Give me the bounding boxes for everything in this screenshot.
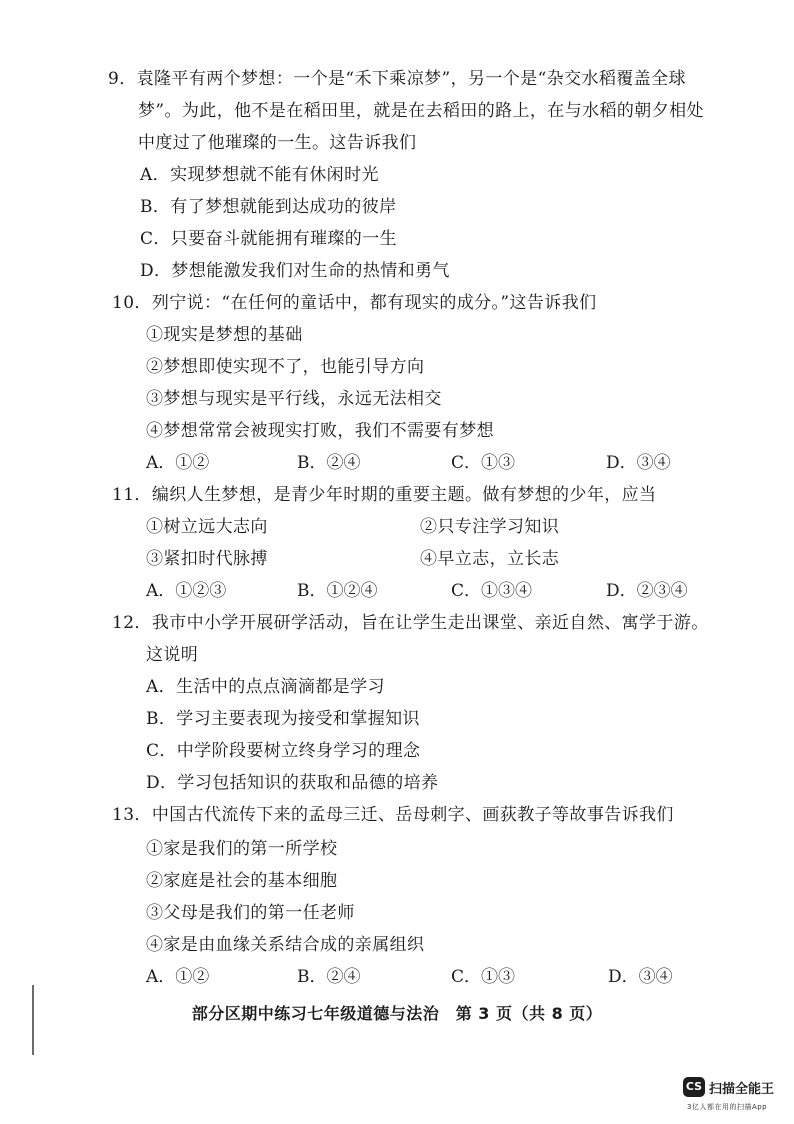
q11-item-3: ③紧扣时代脉搏 (146, 549, 268, 569)
q12-option-b: B．学习主要表现为接受和掌握知识 (146, 709, 420, 729)
q10-option-b: B．②④ (297, 453, 361, 473)
q9-option-d: D．梦想能激发我们对生命的热情和勇气 (140, 261, 450, 281)
q10-item-1: ①现实是梦想的基础 (146, 325, 303, 345)
q9-option-c: C．只要奋斗就能拥有璀璨的一生 (140, 229, 398, 249)
q11-item-1: ①树立远大志向 (146, 517, 268, 537)
q13-item-1: ①家是我们的第一所学校 (146, 839, 338, 859)
q9-option-a: A．实现梦想就不能有休闲时光 (140, 165, 379, 185)
q11-option-b: B．①②④ (297, 581, 378, 601)
q13-option-b: B．②④ (297, 967, 361, 987)
q12-stem-line-2: 这说明 (146, 645, 199, 665)
scanner-logo-tagline: 3亿人都在用的扫描App (687, 1103, 768, 1111)
q11-item-2: ②只专注学习知识 (420, 517, 560, 537)
q11-item-4: ④早立志，立长志 (420, 549, 560, 569)
q12-stem-line-1: 12．我市中小学开展研学活动，旨在让学生走出课堂、亲近自然、寓学于游。 (112, 613, 709, 633)
q13-option-a: A．①② (146, 967, 210, 987)
q10-item-4: ④梦想常常会被现实打败，我们不需要有梦想 (146, 421, 494, 441)
q11-option-d: D．②③④ (606, 581, 688, 601)
cs-logo-icon: CS (683, 1077, 705, 1097)
q11-option-c: C．①③④ (451, 581, 533, 601)
q13-stem: 13．中国古代流传下来的孟母三迁、岳母刺字、画荻教子等故事告诉我们 (112, 805, 674, 825)
q12-option-a: A．生活中的点点滴滴都是学习 (146, 677, 385, 697)
q11-option-a: A．①②③ (146, 581, 227, 601)
q9-stem-line-1: 9．袁隆平有两个梦想：一个是“禾下乘凉梦”，另一个是“杂交水稻覆盖全球 (108, 69, 686, 89)
scan-edge-mark (32, 985, 34, 1055)
q10-option-d: D．③④ (606, 453, 671, 473)
q9-stem-line-3: 中度过了他璀璨的一生。这告诉我们 (138, 133, 417, 153)
q13-option-d: D．③④ (608, 967, 673, 987)
q11-stem: 11．编织人生梦想，是青少年时期的重要主题。做有梦想的少年，应当 (112, 485, 657, 505)
q10-stem: 10．列宁说：“在任何的童话中，都有现实的成分。”这告诉我们 (112, 293, 597, 313)
q12-option-d: D．学习包括知识的获取和品德的培养 (146, 773, 439, 793)
q13-item-4: ④家是由血缘关系结合成的亲属组织 (146, 935, 425, 955)
scanner-logo-name: 扫描全能王 (709, 1082, 775, 1097)
q10-option-a: A．①② (146, 453, 210, 473)
scanner-logo (683, 1077, 793, 1122)
q13-option-c: C．①③ (451, 967, 516, 987)
q9-stem-line-2: 梦”。为此，他不是在稻田里，就是在去稻田的路上，在与水稻的朝夕相处 (138, 101, 704, 121)
q9-option-b: B．有了梦想就能到达成功的彼岸 (140, 197, 397, 217)
q10-item-3: ③梦想与现实是平行线，永远无法相交 (146, 389, 442, 409)
q12-option-c: C．中学阶段要树立终身学习的理念 (146, 741, 421, 761)
q10-item-2: ②梦想即使实现不了，也能引导方向 (146, 357, 425, 377)
q13-item-2: ②家庭是社会的基本细胞 (146, 871, 338, 891)
page-footer: 部分区期中练习七年级道德与法治 第 3 页（共 8 页） (191, 1004, 603, 1023)
q10-option-c: C．①③ (451, 453, 516, 473)
q13-item-3: ③父母是我们的第一任老师 (146, 903, 355, 923)
